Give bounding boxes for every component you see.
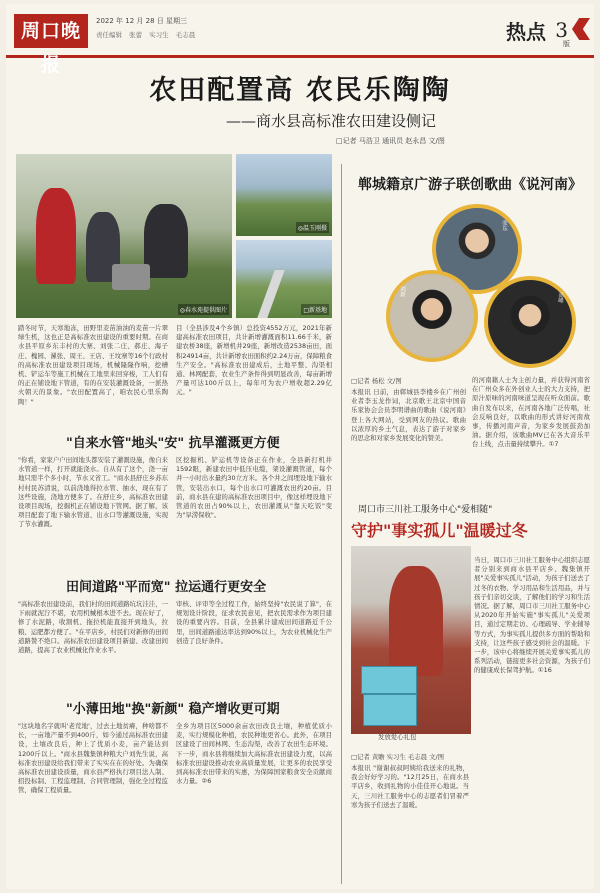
water-valve [112, 264, 150, 290]
song-story-text-left: 本报讯 日前，由郸城县李楼乡在广州创业者李玉龙作词，北京歌王北京中国音乐家协会会员李明谱曲的歌曲《说河南》登上各大网站，受到网友的热议。歌曲以浓厚的乡土气息，表达了游子对家乡的思念和对家乡发展变化的赞美。 [351, 388, 466, 443]
orphan-story-kicker: 周口市三川社工服务中心"爱相随" [358, 505, 493, 515]
lead-text-right: 目（全县涉及4个乡镇）总投资4552万元，2021年新建高标准农田项目，共计新增灌溉面积11.66千米，新建农桥38座，新增机井29座，新增改造2538亩田，面积24914亩，共计新增农田面积约2.24万亩，保障粮食生产安全。"高标准农田建成后，土地平整、沟渠相通、林网配套，农业生产条件得到明显改善，每亩新增产量可达100斤以上，每年可为农户增收超2.29亿元。" [176, 324, 332, 397]
portrait-photo [484, 276, 576, 368]
section-2-text-left: "高标准农田建设前，我们村的田间道路坑坑洼洼，一下雨就泥泞不堪，农用机械根本进不去。现在好了，修了水泥路，收割机、拖拉机能直接开到地头，拉粮、运肥都方便了。"在平店乡，村民们对新修的田间道路赞不绝口。高标准农田建设项目新建、改建田间道路，提高了农业机械化作业水平。 [18, 600, 168, 655]
issue-date: 2022 年 12 月 28 日 星期三 [96, 17, 187, 25]
portrait-name: 张东 [501, 220, 507, 231]
portrait-name: 刘新 [399, 286, 405, 297]
song-story-text-right: 的河南籍人士为主创力量，并获得河南省在广州众多在外创业人士的大力支持，把原汁原味的河南味道呈现在听众面前。歌曲自发布以来，在河南各地广泛传唱，社会反响良好，以歌曲的形式讲好河南故事，传播河南声音，为家乡发展鼓劲加油。据介绍，该歌曲MV已在各大音乐平台上线，点击量持续攀升。①7 [472, 376, 590, 449]
section-title-1: "自来水管"地头"安" 抗旱灌溉更方便 [66, 436, 280, 451]
lead-text-left: 踏冬时节，天寒地冻，田野里麦苗油油的麦苗一片翠绿生机，这也正是高标准农田建设的重要时期。在商水县平原乡东丰村的大寨、刘张二庄、郝庄、海子庄、槐园、漯张、周王、王店、王坟寨等16个行政村的高标准农田建设项目现场，机械隆隆作响，挖槽机、铲运车等施工机械在工地里来回穿梭，工人们有的正在铺设地下管道，有的在安装灌溉设备，一派热火朝天的景象。"农田配置高了，咱农民心里乐陶陶！" [18, 324, 168, 406]
portrait-photo [386, 270, 478, 362]
lead-byline: □记者 马浩卫 通讯员 赵永昌 文/图 [336, 137, 445, 145]
portrait-name: 高峰 [557, 292, 563, 303]
section-3-text-right: 全乡为项目区5000余亩农田改良土壤，种植优质小麦，实行规模化种植，农民种地更省心。此外，在项目区建设了田间林网、生态沟渠，改善了农田生态环境。下一步，商水县将继续加大高标准农田建设力度，以高标准农田建设推动农业高质量发展，让更多的农民享受到高标准农田带来的实惠，为保障国家粮食安全贡献商水力量。②6 [176, 722, 332, 786]
section-2-text-right: 审核、评审等全过程工作，始终坚持"农民说了算"，在规划设计阶段，征求农民意见，把农民需求作为项目建设的重要内容。目前，全县累计建成田间道路近千公里，田间道路通达率达到90%以上，为农业机械化生产创造了良好条件。 [176, 600, 332, 645]
editor-role: 责任编辑 [96, 31, 122, 39]
song-story-title: 郸城籍京广游子联创歌曲《说河南》 [358, 177, 582, 193]
editor-name: 张蕾 [129, 31, 143, 39]
intern-name: 毛志晨 [175, 31, 196, 39]
road [257, 270, 284, 318]
section-title-3: "小薄田地"换"新颜" 稳产增收更可期 [66, 702, 280, 717]
lead-photo-field [236, 154, 332, 236]
gift-photo [351, 546, 471, 734]
orphan-story-byline: □记者 黄瞻 实习生 毛志晨 文/图 [351, 753, 445, 761]
section-title-2: 田间道路"平而宽" 拉运通行更安全 [66, 580, 267, 595]
gift-box [363, 694, 417, 726]
section-3-text-left: "这块地名字就叫'老荒地'，过去土地贫瘠，种啥都不长，一亩地产量不到400斤，如今通过高标准农田建设，土壤改良后，种上了优质小麦，亩产能达到1200斤以上。"商水县魏集镇种粮大户刘先生说，高标准农田建设给我们带来了实实在在的好处。为确保高标准农田建设质量，商水县严格执行项目法人制、招投标制、工程监理制、合同管理制，强化全过程监管，确保工程质量。 [18, 722, 168, 795]
lead-subhead: ——商水县高标准农田建设侧记 [226, 112, 437, 130]
newspaper-logo: 周口晚报 [14, 14, 88, 48]
portrait-group [386, 204, 586, 374]
photo-credit: □新基地 [301, 304, 329, 315]
photo-credit: ◎春水苑提供图片 [178, 304, 229, 315]
person-figure [389, 566, 443, 676]
page-number: 3 [555, 18, 568, 42]
lead-photo-main [16, 154, 232, 318]
intern-role: 实习生 [149, 31, 169, 39]
column-divider [341, 164, 342, 884]
section-1-text-left: "你看，家家户户田间地头都安装了灌溉设施，像自来水管道一样，打开就能浇水。自从有了这个，浇一亩地只需半个多小时，节水又省工。"商水县舒庄乡苏东村村民苏清说，以前浇地得拉水管、抽水，现在有了这些设施，浇地方便多了。在舒庄乡，高标准农田建设项目现场，挖掘机正在铺设地下管网。据了解，该项目配套了地下输水管道、出水口等灌溉设施，实现了节水灌溉。 [18, 456, 168, 529]
song-story-byline: □记者 杨松 文/图 [351, 377, 402, 385]
newspaper-page [6, 4, 594, 889]
orphan-story-title: 守护"事实孤儿"温暖过冬 [351, 521, 528, 540]
page-label: 版 [563, 40, 570, 48]
chevron-left-icon [572, 18, 590, 40]
person-figure [36, 188, 76, 284]
lead-photo-road [236, 240, 332, 318]
person-figure [144, 204, 188, 278]
gift-box [361, 666, 417, 694]
gift-photo-caption: 发放爱心礼包 [378, 733, 417, 741]
orphan-story-text-right: 当日，周口市三川社工服务中心组织志愿者分别来到商水县平店乡、魏集镇开展"关爱事实孤儿"活动，为孩子们送去了过冬的衣物、学习用品和生活用品，并与孩子们亲切交谈，了解他们的学习和生活情况。据了解，周口市三川社工服务中心从2020年开始实施"事实孤儿"关爱项目，通过定期走访、心理疏导、学业辅导等方式，为事实孤儿提供多方面的帮助和支持，让这些孩子感受到社会的温暖。下一步，该中心将继续开展关爱事实孤儿的系列活动，链接更多社会资源，为孩子们的健康成长保驾护航。①16 [474, 556, 590, 675]
editor-line [96, 30, 200, 39]
orphan-story-text-left: 本报讯 "谢谢叔叔阿姨给我送来的礼物，我会好好学习的。"12月25日，在商水县平店乡，收到礼物的小佳佳开心地说。当天，三川社工服务中心的志愿者们冒着严寒为孩子们送去了温暖。 [351, 764, 469, 809]
section-1-text-right: 区挖掘机、铲运机等设备正在作业，全县新打机井1592眼，新建农田中低压电缆，架设灌溉管道，每个井一小时出水量约30立方米。各个井之间埋设地下输水管，安装出水口，每个出水口可灌溉农田约20亩。目前，商水县在建的高标准农田项目中，像这样埋设地下管道的农田占90%以上，农田灌溉从"靠天吃饭"变为"旱涝保收"。 [176, 456, 332, 520]
lead-headline: 农田配置高 农民乐陶陶 [149, 75, 451, 106]
section-name: 热点 [506, 20, 546, 44]
photo-credit: ◎温玉刚摄 [296, 222, 329, 233]
masthead [6, 4, 594, 76]
